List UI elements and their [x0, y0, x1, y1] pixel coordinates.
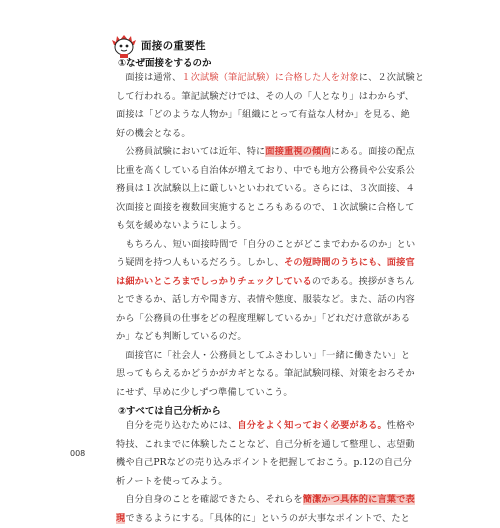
- text-segment: のである。挨拶がきちん: [312, 276, 415, 287]
- text-line: [116, 347, 392, 366]
- emphasized-text: 簡潔かつ具体的に言葉で表: [303, 494, 415, 505]
- text-line: [116, 236, 392, 255]
- text-segment: 析ノートを使ってみよう。: [116, 476, 228, 487]
- emphasized-text: その短時間のうちにも、面接官: [284, 257, 415, 268]
- text-line: [116, 106, 392, 125]
- text-segment: できるようにする。「具体的に」というのが大事なポイントで、たと: [125, 513, 410, 524]
- text-line: [116, 473, 392, 492]
- emphasized-text: 自分をよく知っておく必要がある。: [237, 420, 386, 431]
- text-line: [116, 291, 392, 310]
- text-line: [116, 273, 392, 292]
- text-segment: にある。面接の配点: [331, 146, 415, 157]
- text-line: [116, 217, 392, 236]
- text-segment: う疑問を持つ人もいるだろう。しかし、: [116, 257, 284, 268]
- text-segment: 次面接と面接を複数回実施するところもあるので、１次試験に合格して: [116, 202, 415, 213]
- text-line: [116, 417, 392, 436]
- text-segment: か」なども判断しているのだ。: [116, 331, 247, 342]
- section-body: [116, 69, 392, 402]
- text-line: [116, 365, 392, 384]
- text-segment: 務員は１次試験以上に厳しいといわれている。さらには、３次面接、４: [116, 183, 415, 194]
- text-line: [116, 88, 392, 107]
- text-line: [116, 328, 392, 347]
- text-segment: 面接官に「社会人・公務員としてふさわしい」「一緒に働きたい」と: [116, 350, 410, 361]
- text-segment: 面接は「どのような人物か」「組織にとって有益な人材か」を見る、絶: [116, 109, 410, 120]
- text-line: [116, 180, 392, 199]
- text-segment: 比重を高くしている自治体が増えており、中でも地方公務員や公安系公: [116, 165, 415, 176]
- text-line: [116, 199, 392, 218]
- emphasized-text: 面接重視の傾向: [265, 146, 330, 157]
- emphasized-text: １次試験（筆記試験）に合格した人を対象: [181, 72, 358, 83]
- text-line: [116, 491, 392, 510]
- text-segment: から「公務員の仕事をどの程度理解しているか」「どれだけ意欲がある: [116, 313, 410, 324]
- text-segment: 好の機会となる。: [116, 128, 191, 139]
- text-segment: とできるか、話し方や聞き方、表情や態度、服装など。また、話の内容: [116, 294, 415, 305]
- text-segment: 自分自身のことを確認できたら、それらを: [116, 494, 303, 505]
- text-segment: 性格や: [387, 420, 415, 431]
- text-line: [116, 162, 392, 181]
- text-line: [116, 143, 392, 162]
- text-segment: に、２次試験と: [359, 72, 424, 83]
- emphasized-text: は細かいところまでしっかりチェックしている: [116, 276, 312, 287]
- text-segment: もちろん、短い面接時間で「自分のことがどこまでわかるのか」とい: [116, 239, 415, 250]
- text-segment: も気を緩めないようにしよう。: [116, 220, 247, 231]
- text-line: [116, 436, 392, 455]
- section-body: [116, 417, 392, 528]
- text-segment: 思ってもらえるかどうかがカギとなる。筆記試験同様、対策をおろそか: [116, 368, 415, 379]
- page-heading: 面接の重要性: [141, 38, 206, 53]
- text-line: [116, 69, 392, 88]
- text-segment: 特技、これまでに体験したことなど、自己分析を通して整理し、志望動: [116, 439, 415, 450]
- text-segment: して行われる。筆記試験だけでは、その人の「人となり」はわからず、: [116, 91, 414, 102]
- section-title: ①なぜ面接をするのか: [118, 55, 212, 69]
- text-segment: 自分を売り込むためには、: [116, 420, 237, 431]
- text-segment: 機や自己PRなどの売り込みポイントを把握しておこう。p.12の自己分: [116, 457, 412, 468]
- text-line: [116, 310, 392, 329]
- text-line: [116, 454, 392, 473]
- text-line: [116, 384, 392, 403]
- emphasized-text: 現: [116, 513, 125, 524]
- section-title: ②すべては自己分析から: [118, 403, 221, 417]
- text-segment: 公務員試験においては近年、特に: [116, 146, 265, 157]
- text-line: [116, 510, 392, 528]
- page-number: 008: [70, 449, 85, 458]
- text-segment: 面接は通常、: [116, 72, 181, 83]
- text-segment: にせず、早めに少しずつ準備していこう。: [116, 387, 293, 398]
- text-line: [116, 125, 392, 144]
- text-line: [116, 254, 392, 273]
